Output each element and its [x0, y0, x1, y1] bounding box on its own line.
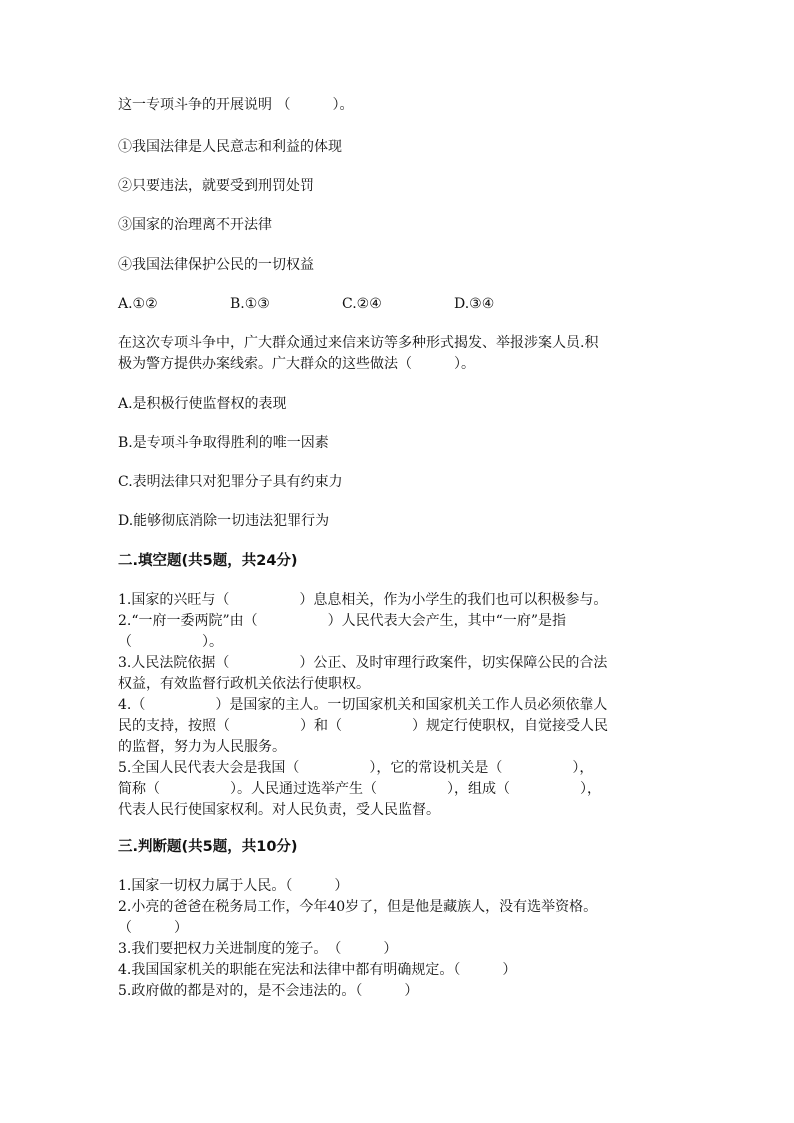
true-false-questions [118, 876, 678, 1002]
question-stem: 这一专项斗争的开展说明 （ ）。 [118, 97, 354, 113]
text-line: 3.人民法院依据（ ）公正、及时审理行政案件，切实保障公民的合法 [118, 655, 608, 671]
text-line: 5.全国人民代表大会是我国（ ），它的常设机关是（ ）， [118, 760, 594, 776]
text-line: 4.（ ）是国家的主人。一切国家机关和国家机关工作人员必须依靠人 [118, 697, 608, 713]
text-line: 民的支持，按照（ ）和（ ）规定行使职权，自觉接受人民 [118, 718, 608, 734]
statement-item: ③国家的治理离不开法律 [118, 217, 272, 233]
text-line: 2.“一府一委两院”由（ ）人民代表大会产生，其中“一府”是指 [118, 613, 566, 629]
answer-options [118, 294, 566, 314]
option-d: D.能够彻底消除一切违法犯罪行为 [118, 513, 330, 529]
option-b: B.①③ [230, 296, 270, 312]
question-stem-line: 极为警方提供办案线索。广大群众的这些做法（ ）。 [118, 356, 475, 372]
text-line: （ ） [118, 920, 188, 936]
statement-item: ①我国法律是人民意志和利益的体现 [118, 139, 342, 155]
text-line: （ ）。 [118, 634, 223, 650]
fill-in-questions [118, 590, 678, 821]
question-stem-line: 在这次专项斗争中，广大群众通过来信来访等多种形式揭发、举报涉案人员.积 [118, 335, 599, 351]
option-a: A.①② [118, 296, 158, 312]
text-line: 代表人民行使国家权利。对人民负责，受人民监督。 [118, 802, 440, 818]
text-line: 的监督，努力为人民服务。 [118, 739, 286, 755]
text-line: 3.我们要把权力关进制度的笼子。 （ ） [118, 941, 398, 957]
text-line: 5.政府做的都是对的，是不会违法的。（ ） [118, 983, 419, 999]
text-line: 1.国家一切权力属于人民。（ ） [118, 878, 349, 894]
text-line: 权益，有效监督行政机关依法行使职权。 [118, 676, 370, 692]
option-c: C.表明法律只对犯罪分子具有约束力 [118, 474, 343, 490]
text-line: 2.小亮的爸爸在税务局工作，今年40岁了，但是他是藏族人，没有选举资格。 [118, 899, 598, 915]
section-heading: 二.填空题(共5题，共24分) [118, 553, 298, 569]
text-line: 简称（ ）。人民通过选举产生（ ），组成（ ）， [118, 781, 601, 797]
statement-item: ④我国法律保护公民的一切权益 [118, 257, 314, 273]
option-d: D.③④ [454, 296, 495, 312]
option-b: B.是专项斗争取得胜利的唯一因素 [118, 435, 329, 451]
section-heading: 三.判断题(共5题，共10分) [118, 839, 298, 855]
statement-item: ②只要违法，就要受到刑罚处罚 [118, 178, 314, 194]
text-line: 1.国家的兴旺与（ ）息息相关，作为小学生的我们也可以积极参与。 [118, 592, 608, 608]
option-c: C.②④ [342, 296, 382, 312]
text-line: 4.我国国家机关的职能在宪法和法律中都有明确规定。（ ） [118, 962, 517, 978]
option-a: A.是积极行使监督权的表现 [118, 396, 287, 412]
